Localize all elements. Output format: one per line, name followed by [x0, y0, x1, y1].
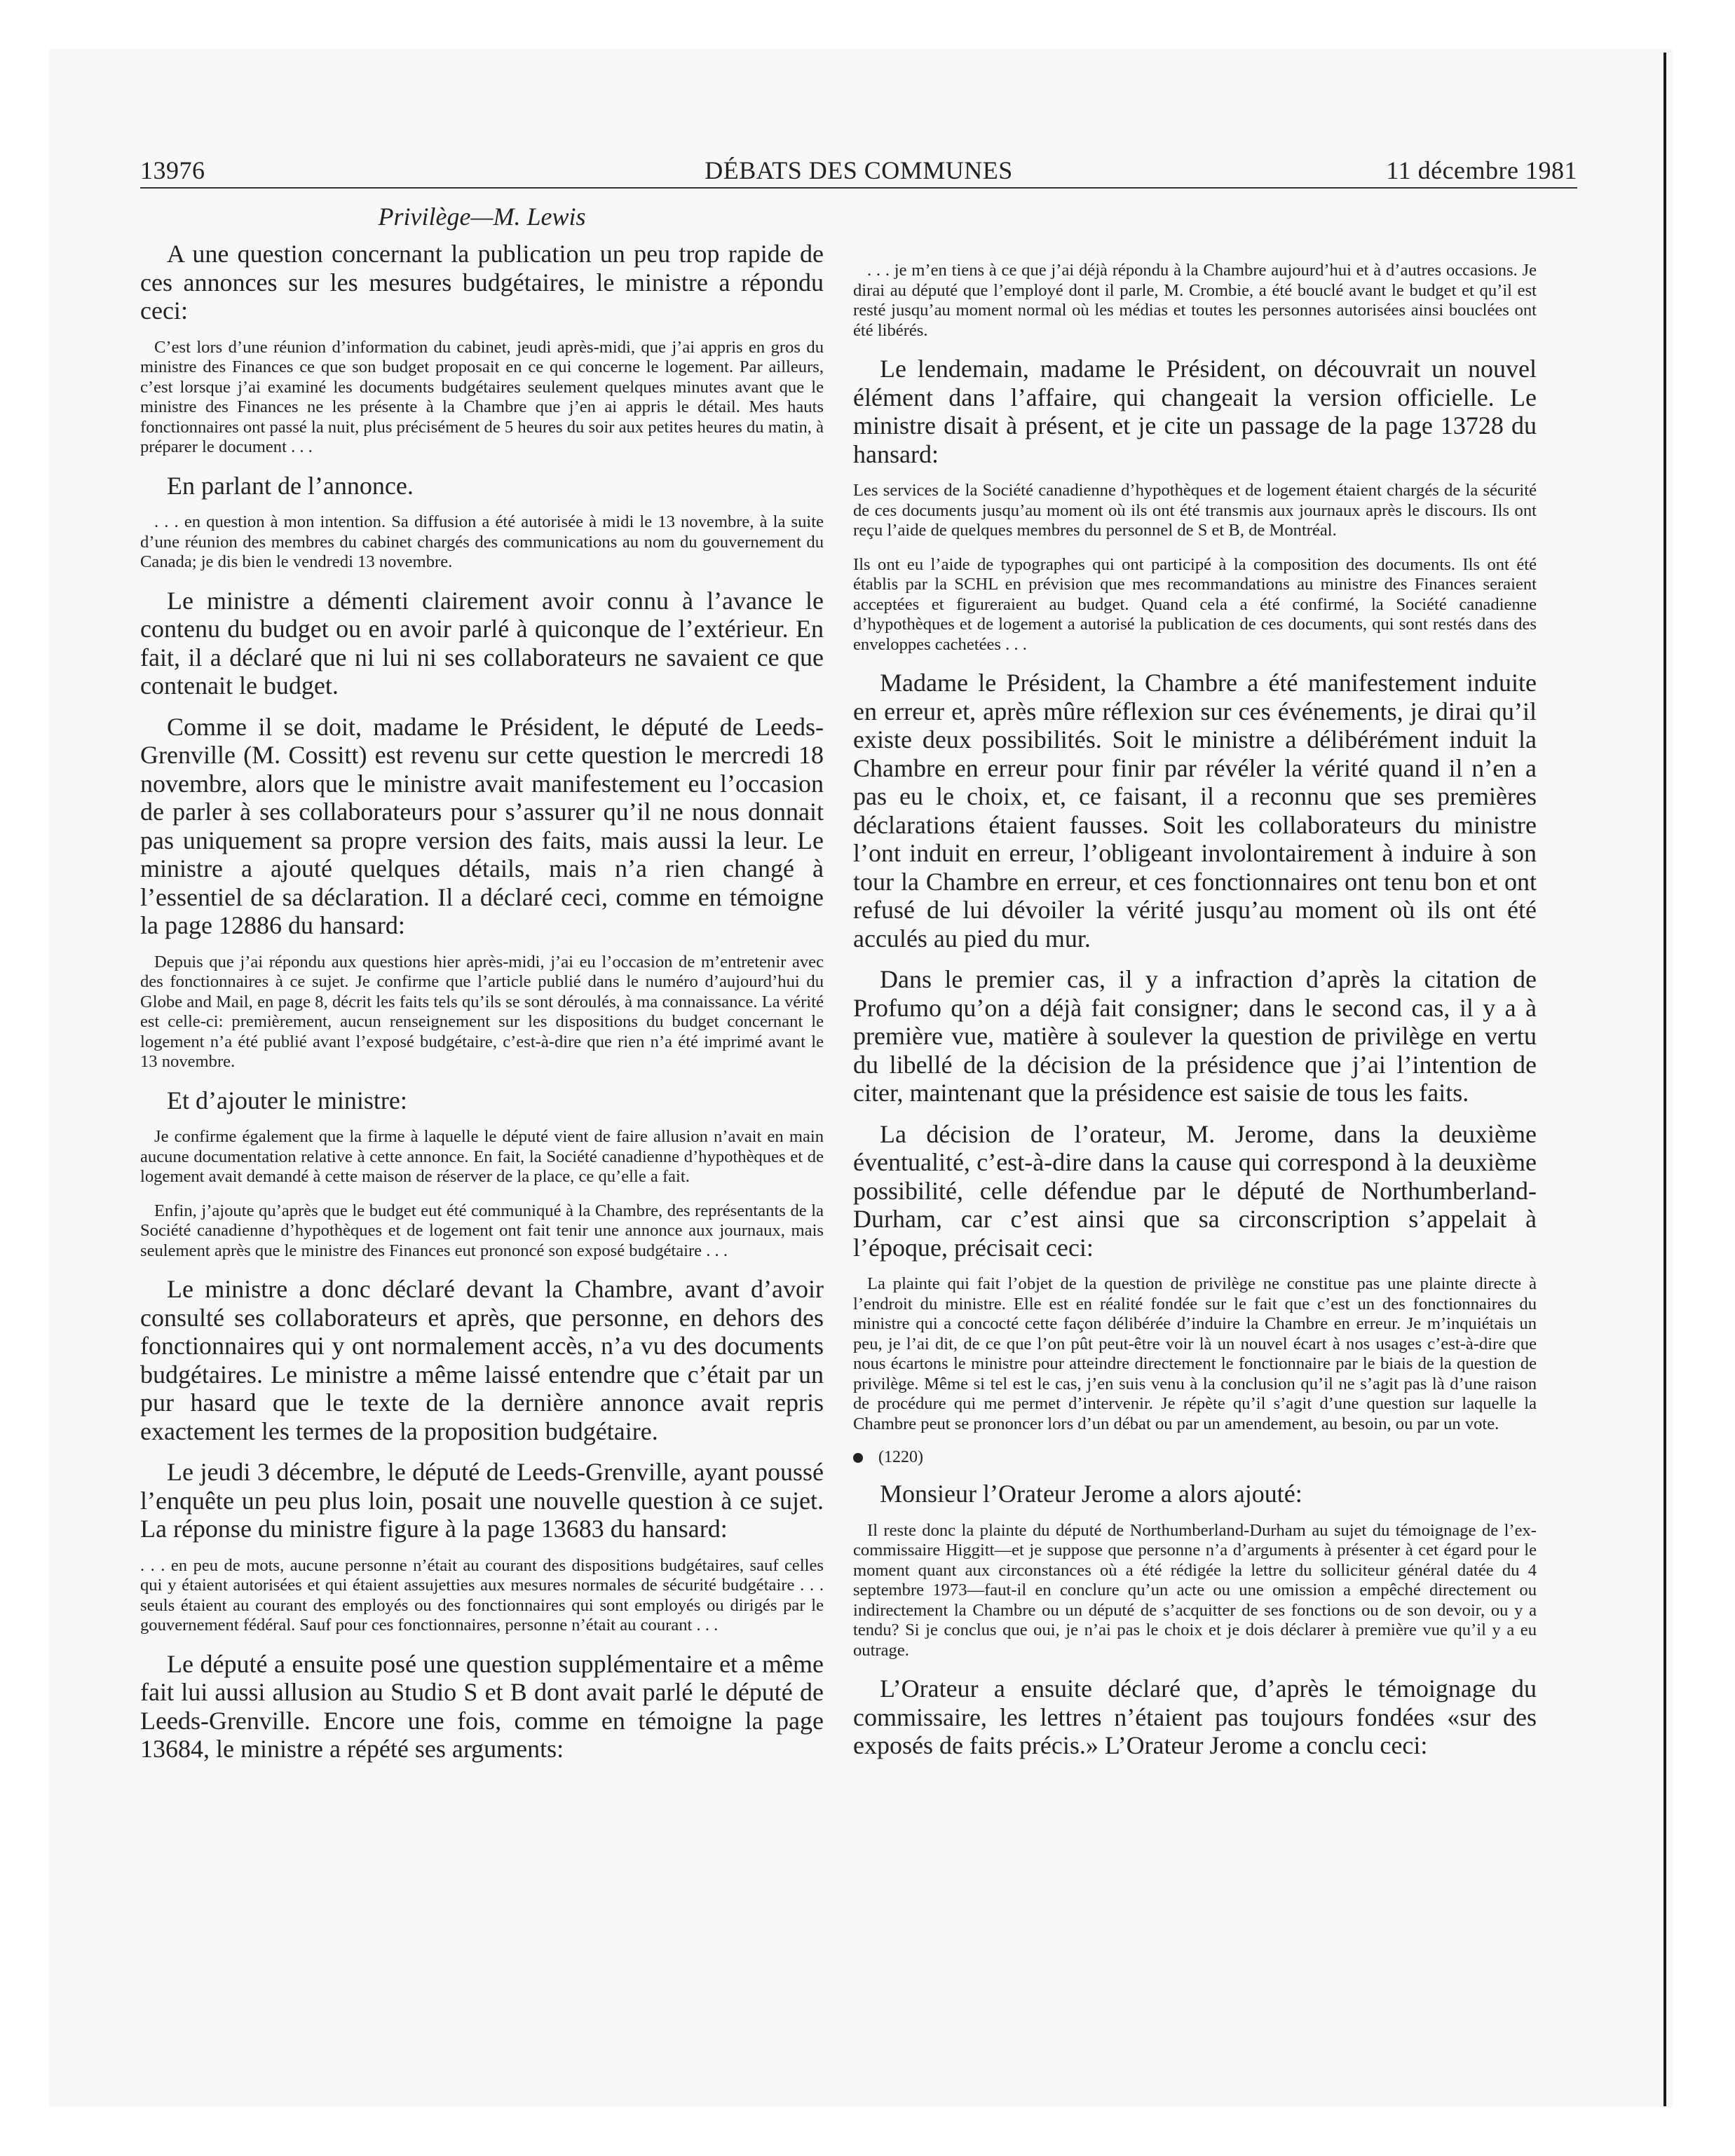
- right-column: [853, 251, 1537, 1773]
- quoted-passage: Je confirme également que la firme à laquelle le député vient de faire allusion n’avait en main aucune documentation relative à cette annonce. En fait, la Société canadienne d’hypothèques et de logement avait demandé à cette maison de réserver de la place, ce qu’elle a fait.: [140, 1127, 824, 1186]
- quoted-passage: . . . en peu de mots, aucune personne n’était au courant des dispositions budgétaires, sauf celles qui y étaient autorisées et qui étaient assujetties aux mesures normales de sécurité budgétaire . . . seuls étaient au courant des employés ou des fonctionnaires qui sont employés ou dirigés par le gouvernement fédéral. Sauf pour ces fonctionnaires, personne n’était au courant . . .: [140, 1555, 824, 1635]
- quoted-passage: Les services de la Société canadienne d’hypothèques et de logement étaient chargés de la sécurité de ces documents jusqu’au moment où ils ont été transmis aux journaux après le discours. Ils ont reçu l’aide de quelques membres du personnel de S et B, de Montréal.: [853, 481, 1537, 540]
- body-paragraph: Le ministre a donc déclaré devant la Chambre, avant d’avoir consulté ses collaborateurs et après, que personne, en dehors des fonctionnaires qui y ont normalement accès, n’a vu des documents budgétaires. Le ministre a même laissé entendre que c’était par un pur hasard que le texte de la dernière annonce avait repris exactement les termes de la proposition budgétaire.: [140, 1275, 824, 1445]
- quoted-passage: Enfin, j’ajoute qu’après que le budget eut été communiqué à la Chambre, des représentants de la Société canadienne d’hypothèques et de logement ont fait tenir une annonce aux journaux, mais seulement après que le ministre des Finances eut prononcé son exposé budgétaire . . .: [140, 1201, 824, 1260]
- body-paragraph: Madame le Président, la Chambre a été manifestement induite en erreur et, après mûre réflexion sur ces événements, je dirai qu’il existe deux possibilités. Soit le ministre a délibérément induit la Chambre en erreur pour finir par révéler la vérité quand il n’en a pas eu le choix, et, ce faisant, il a reconnu que ses premières déclarations étaient fausses. Soit les collaborateurs du ministre l’ont induit en erreur, l’obligeant involontairement à induire à son tour la Chambre en erreur, et ces fonctionnaires ont tenu bon et ont refusé de lui dévoiler la vérité jusqu’au moment où ils ont été acculés au pied du mur.: [853, 669, 1537, 953]
- quoted-passage: C’est lors d’une réunion d’information du cabinet, jeudi après-midi, que j’ai appris en gros du ministre des Finances ce que son budget proposait en ce qui concerne le logement. Par ailleurs, c’est lorsque j’ai examiné les documents budgétaires seulement quelques minutes avant que le ministre des Finances ne les présente à la Chambre que j’en ai appris le détail. Mes hauts fonctionnaires ont passé la nuit, plus précisément de 5 heures du soir aux petites heures du matin, à préparer le document . . .: [140, 337, 824, 456]
- body-paragraph: En parlant de l’annonce.: [167, 471, 414, 500]
- header-divider: [140, 187, 1577, 189]
- body-paragraph: Le jeudi 3 décembre, le député de Leeds-Grenville, ayant poussé l’enquête un peu plus loin, posait une nouvelle question à ce sujet. La réponse du ministre figure à la page 13683 du hansard:: [140, 1458, 824, 1543]
- quoted-passage: Ils ont eu l’aide de typographes qui ont participé à la composition des documents. Ils ont été établis par la SCHL en prévision que mes recommandations au ministre des Finances seraient acceptées et figureraient au budget. Quand cela a été confirmé, la Société canadienne d’hypothèques et de logement a autorisé la publication de ces documents, qui sont restés dans des enveloppes cachetées . . .: [853, 554, 1537, 654]
- body-paragraph: Et d’ajouter le ministre:: [167, 1086, 407, 1114]
- body-paragraph: Monsieur l’Orateur Jerome a alors ajouté:: [880, 1480, 1302, 1508]
- body-paragraph: L’Orateur a ensuite déclaré que, d’après le témoignage du commissaire, les lettres n’étaient pas toujours fondées «sur des exposés de faits précis.» L’Orateur Jerome a conclu ceci:: [853, 1674, 1537, 1759]
- page-edge-rule: [1663, 53, 1666, 2106]
- body-paragraph: Le lendemain, madame le Président, on découvrait un nouvel élément dans l’affaire, qui changeait la version officielle. Le ministre disait à présent, et je cite un passage de la page 13728 du hansard:: [853, 355, 1537, 468]
- publication-title: DÉBATS DES COMMUNES: [705, 156, 1013, 184]
- left-column: [140, 202, 824, 1776]
- issue-date: 11 décembre 1981: [1386, 156, 1577, 184]
- quoted-passage: . . . en question à mon intention. Sa diffusion a été autorisée à midi le 13 novembre, à la suite d’une réunion des membres du cabinet chargés des communications au nom du gouvernement du Canada; je dis bien le vendredi 13 novembre.: [140, 512, 824, 571]
- quoted-passage: . . . je m’en tiens à ce que j’ai déjà répondu à la Chambre aujourd’hui et à d’autres occasions. Je dirai au député que l’employé dont il parle, M. Crombie, a été bouclé avant le budget et qu’il est resté jusqu’au moment normal où les médias et toutes les personnes autorisées ainsi bouclées ont été libérés.: [853, 261, 1537, 340]
- body-paragraph: Le ministre a démenti clairement avoir connu à l’avance le contenu du budget ou en avoir parlé à quiconque de l’extérieur. En fait, il a déclaré que ni lui ni ses collaborateurs ne savaient ce que contenait le budget.: [140, 586, 824, 700]
- page-number: 13976: [140, 156, 205, 184]
- body-paragraph: Dans le premier cas, il y a infraction d’après la citation de Profumo qu’on a déjà fait consigner; dans le second cas, il y a à première vue, matière à soulever la question de privilège en vertu du libellé de la décision de la présidence que j’ai l’intention de citer, maintenant que la présidence est saisie de tous les faits.: [853, 965, 1537, 1107]
- body-paragraph: A une question concernant la publication un peu trop rapide de ces annonces sur les mesures budgétaires, le ministre a répondu ceci:: [140, 240, 824, 325]
- body-paragraph: Le député a ensuite posé une question supplémentaire et a même fait lui aussi allusion au Studio S et B dont avait parlé le député de Leeds-Grenville. Encore une fois, comme en témoigne la page 13684, le ministre a répété ses arguments:: [140, 1649, 824, 1763]
- timestamp-text: (1220): [878, 1448, 923, 1466]
- bullet-icon: [853, 1453, 863, 1463]
- quoted-passage: La plainte qui fait l’objet de la question de privilège ne constitue pas une plainte directe à l’endroit du ministre. Elle est en réalité fondée sur le fait que c’est un des fonctionnaires du ministre qui a concocté cette façon délibérée d’induire la Chambre en erreur. Je m’inquiétais un peu, je l’ai dit, de ce que l’on pût peut-être voir là un nouvel écart à nos usages c’est-à-dire que nous écartons le ministre pour atteindre directement le fonctionnaire par le biais de la question de privilège. Même si tel est le cas, j’en suis venu à la conclusion qu’il ne s’agit pas là d’une raison de procédure qui me permet d’intervenir. Je répète qu’il s’agit d’une question sur laquelle la Chambre peut se prononcer lors d’un débat ou par un amendement, au besoin, ou par un vote.: [853, 1274, 1537, 1433]
- section-title: Privilège—M. Lewis: [378, 203, 586, 231]
- quoted-passage: Depuis que j’ai répondu aux questions hier après-midi, j’ai eu l’occasion de m’entretenir avec des fonctionnaires à ce sujet. Je confirme que l’article publié dans le numéro d’aujourd’hui du Globe and Mail, en page 8, décrit les faits tels qu’ils se sont déroulés, à ma connaissance. La vérité est celle-ci: premièrement, aucun renseignement sur les dispositions du budget concernant le logement n’a été publié avant l’exposé budgétaire, c’est-à-dire que rien n’a été imprimé avant le 13 novembre.: [140, 952, 824, 1071]
- page-header: [140, 156, 1577, 191]
- timestamp-marker: [853, 1448, 1537, 1467]
- body-paragraph: Comme il se doit, madame le Président, le député de Leeds-Grenville (M. Cossitt) est revenu sur cette question le mercredi 18 novembre, alors que le ministre avait manifestement eu l’occasion de parler à ses collaborateurs pour s’assurer qu’il ne nous donnait pas uniquement sa propre version des faits, mais aussi la leur. Le ministre a ajouté quelques détails, mais n’a rien changé à l’essentiel de sa déclaration. Il a déclaré ceci, comme en témoigne la page 12886 du hansard:: [140, 712, 824, 939]
- body-paragraph: La décision de l’orateur, M. Jerome, dans la deuxième éventualité, c’est-à-dire dans la cause qui correspond à la deuxième possibilité, celle défendue par le député de Northumberland-Durham, car c’est ainsi que sa circonscription s’appelait à l’époque, précisait ceci:: [853, 1119, 1537, 1262]
- quoted-passage: Il reste donc la plainte du député de Northumberland-Durham au sujet du témoignage de l’ex-commissaire Higgitt—et je suppose que personne n’a d’arguments à présenter à cet égard pour le moment quant aux circonstances où a été rédigée la lettre du solliciteur général datée du 4 septembre 1973—faut-il en conclure qu’un acte ou une omission a empêché directement ou indirectement la Chambre ou un député de s’acquitter de ses fonctions ou de son devoir, ou y a tendu? Si je conclus que oui, je n’ai pas le choix et je dois déclarer à première vue qu’il y a eu outrage.: [853, 1520, 1537, 1660]
